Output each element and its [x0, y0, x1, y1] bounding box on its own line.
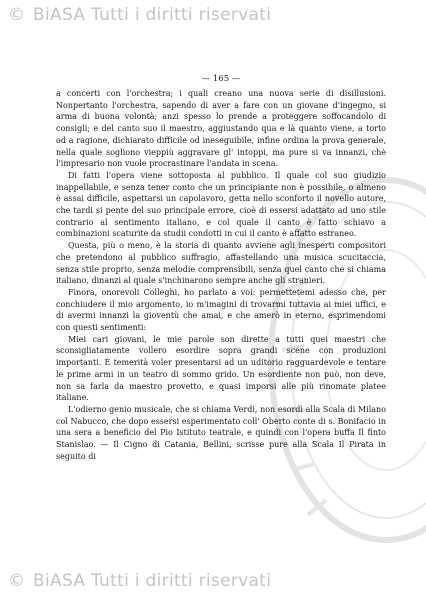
- book-page: [56, 74, 386, 463]
- paragraph-6: L'odierno genio musicale, che si chiama Verdi, non esordì alla Scala di Milano col Nabucco, che dopo essersi esperimentato coll' Oberto conte di s. Bonifacio in una sera a beneficio del Pio Istituto teatrale, e quindi con l'opera buffa Il finto Stanislao. — Il Cigno di Catania, Bellini, scrisse pure alla Scala Il Pirata in seguito di: [56, 404, 386, 461]
- watermark-text-top: [8, 5, 271, 25]
- copyright-icon: ©: [8, 571, 26, 591]
- paragraph-2: Di fatti l'opera viene sottoposta al pubblico. Il quale col suo giudizio inappellabile, e senza tener conto che un principiante non è possibile, o almeno è assai difficile, aspettarsi un capolavoro, getta nello sconforto il novello autore, che tardi si pente del suo principale errore, cioè di essersi adattato ad uno stile contrario al sentimento italiano, e col quale il canto è fatto schiavo a combinazioni scaturite da studii condotti in cui il canto è affatto estraneo.: [56, 170, 386, 239]
- paragraph-1: a concerti con l'orchestra; i quali creano una nuova serie di disillusioni. Nonpertanto l'orchestra, sapendo di aver a fare con un giovane d'ingegno, si arma di buona volontà; anzi spesso lo prende a proteggere soffocandolo di consigli; e del canto suo il maestro, aggiustando qua e là quanto viene, a torto od a ragione, dichiarato difficile od ineseguibile, infine ordina la prova generale, nella quale sogliono vieppiù aggravare gl' intoppi, ma pure si va innanzi, chè l'impresario non vuole procrastinare l'andata in scena.: [56, 89, 386, 169]
- watermark-label: BiASA Tutti i diritti riservati: [33, 571, 272, 591]
- watermark-banner-top: [0, 0, 426, 30]
- watermark-label: BiASA Tutti i diritti riservati: [33, 5, 272, 25]
- watermark-text-bottom: [8, 571, 271, 591]
- paragraph-4: Finora, onorevoli Colleghi, ho parlato a voi: permettetemi adesso che, per conchiudere il mio argomento, io m'imagini di trovarmi tuttavia ai miei uffici, e di avermi innanzi la gioventù che amai, e che amerò in eterno, esprimendomi con questi sentimenti:: [56, 287, 386, 333]
- paragraph-3: Questa, più o meno, è la storia di quanto avviene agli inesperti compositori che pretendono al pubblico suffragio, affastellando una musica scucitaccia, senza stile proprio, senza melodie comprensibili, senza quel canto che si chiama italiano, dinanzi al quale s'inchinarono sempre anche gli stranieri.: [56, 241, 386, 286]
- page-number: — 165 —: [201, 74, 241, 84]
- paragraph-5: Miei cari giovani, le mie parole son dirette a tutti quei maestri che sconsigliatamente vollero esordire sopra grandi scene con produzioni importanti. È temerità voler presentarsi ad un uditorio ragguardevole e tentare le prime armi in un teatro di sommo grido. Un esordiente non può, non deve, non sa farla da maestro provetto, e quasi imporsi alle più rinomate platee italiane.: [56, 334, 386, 403]
- watermark-banner-bottom: [0, 566, 426, 596]
- copyright-icon: ©: [8, 5, 26, 25]
